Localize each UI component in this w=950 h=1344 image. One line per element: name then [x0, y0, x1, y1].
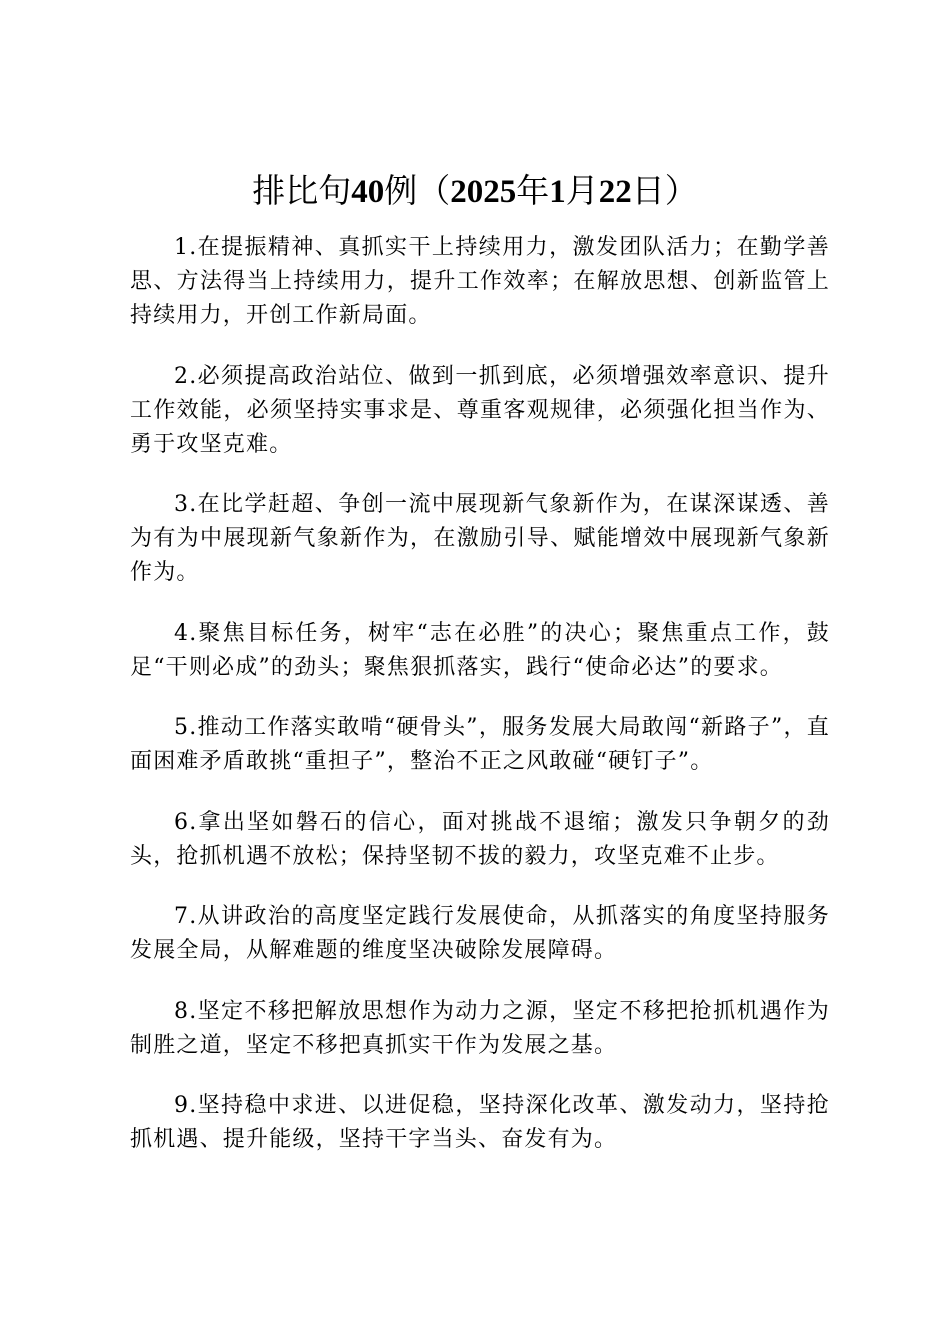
title-text-2: 例（ — [384, 171, 451, 210]
title-day: 22 — [598, 174, 632, 210]
sentence-item-5: 5.推动工作落实敢啃“硬骨头”，服务发展大局敢闯“新路子”，直面困难矛盾敢挑“重担子”，整治不正之风敢碰“硬钉子”。 — [130, 715, 830, 774]
title-text-5: 日） — [631, 171, 698, 210]
sentence-list — [130, 231, 830, 1184]
title-text-4: 月 — [565, 171, 599, 210]
document-title — [0, 166, 950, 217]
sentence-item-4: 4.聚焦目标任务，树牢“志在必胜”的决心；聚焦重点工作，鼓足“干则必成”的劲头；聚焦狠抓落实，践行“使命必达”的要求。 — [130, 620, 830, 680]
title-count: 40 — [351, 174, 385, 210]
sentence-item-8: 8.坚定不移把解放思想作为动力之源，坚定不移把抢抓机遇作为制胜之道，坚定不移把真抓实干作为发展之基。 — [130, 998, 830, 1058]
sentence-item-7: 7.从讲政治的高度坚定践行发展使命，从抓落实的角度坚持服务发展全局，从解难题的维度坚决破除发展障碍。 — [130, 904, 830, 963]
title-month: 1 — [549, 174, 566, 210]
sentence-item-2: 2.必须提高政治站位、做到一抓到底，必须增强效率意识、提升工作效能，必须坚持实事求是、尊重客观规律，必须强化担当作为、勇于攻坚克难。 — [130, 363, 830, 457]
sentence-item-6: 6.拿出坚如磐石的信心，面对挑战不退缩；激发只争朝夕的劲头，抢抓机遇不放松；保持坚韧不拔的毅力，攻坚克难不止步。 — [130, 809, 830, 869]
title-text-3: 年 — [516, 171, 550, 210]
sentence-item-1: 1.在提振精神、真抓实干上持续用力，激发团队活力；在勤学善思、方法得当上持续用力，提升工作效率；在解放思想、创新监管上持续用力，开创工作新局面。 — [130, 235, 830, 328]
title-year: 2025 — [450, 174, 517, 210]
sentence-item-3: 3.在比学赶超、争创一流中展现新气象新作为，在谋深谋透、善为有为中展现新气象新作为，在激励引导、赋能增效中展现新气象新作为。 — [130, 492, 830, 585]
title-text-1: 排比句 — [252, 171, 352, 210]
sentence-item-9: 9.坚持稳中求进、以进促稳，坚持深化改革、激发动力，坚持抢抓机遇、提升能级，坚持干字当头、奋发有为。 — [130, 1093, 830, 1152]
